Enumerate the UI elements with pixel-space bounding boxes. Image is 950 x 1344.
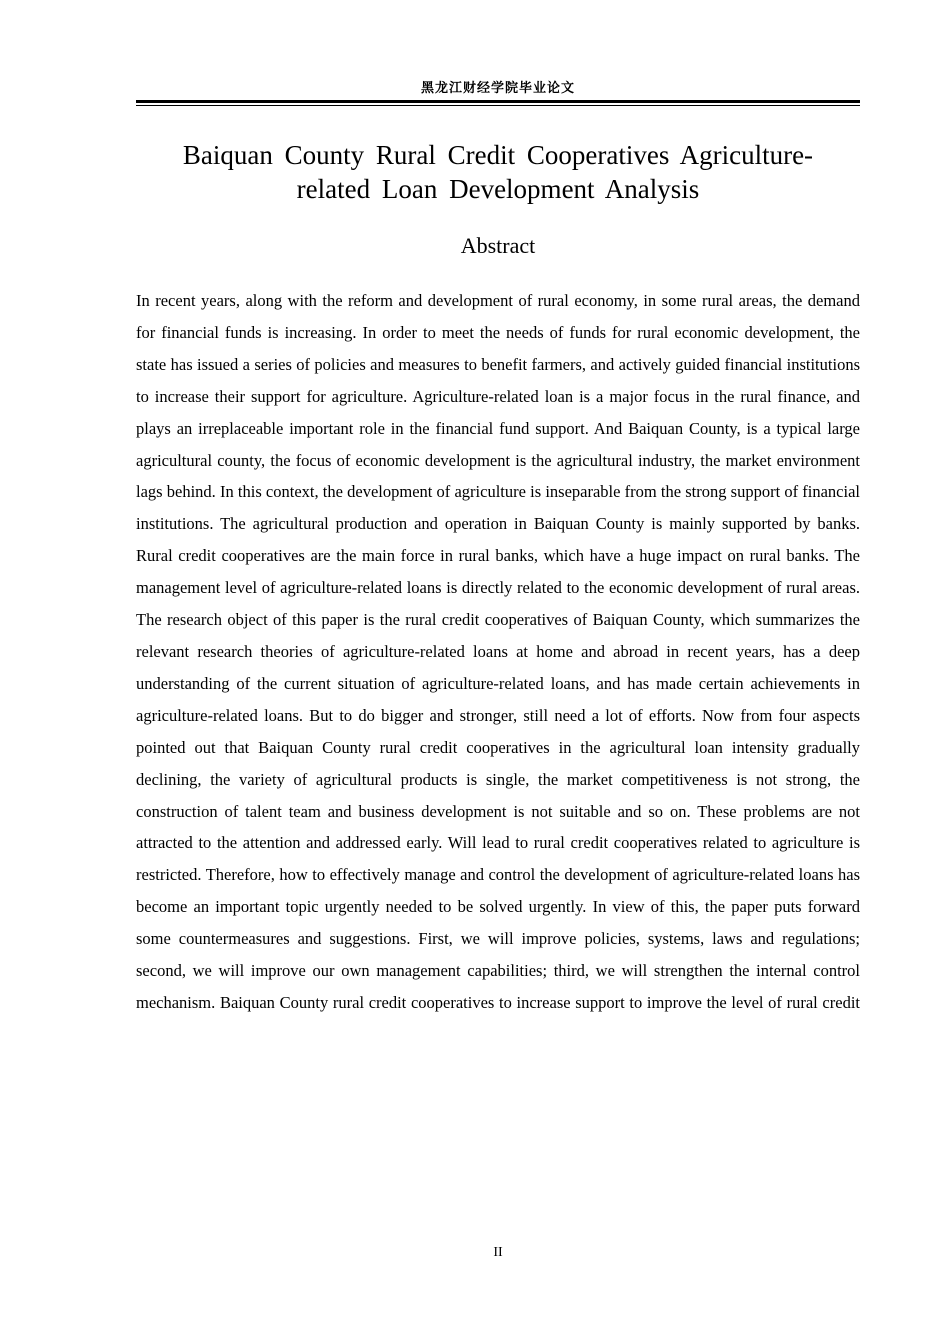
abstract-heading: Abstract bbox=[460, 233, 536, 258]
paper-title bbox=[136, 138, 860, 206]
paper-title-line-2: related Loan Development Analysis bbox=[296, 174, 700, 204]
abstract-body: In recent years, along with the reform and development of rural economy, in some rural areas, the demand for financial funds is increasing. In order to meet the needs of funds for rural economic development, the state has issued a series of policies and measures to benefit farmers, and actively guided financial institutions to increase their support for agriculture. Agriculture-related loan is a major focus in the rural finance, and plays an irreplaceable important role in the financial fund support. And Baiquan County, is a typical large agricultural county, the focus of economic development is the agricultural industry, the market environment lags behind. In this context, the development of agriculture is inseparable from the strong support of financial institutions. The agricultural production and operation in Baiquan County is mainly supported by banks. Rural credit cooperatives are the main force in rural banks, which have a huge impact on rural banks. The management level of agriculture-related loans is directly related to the economic development of rural areas. The research object of this paper is the rural credit cooperatives of Baiquan County, which summarizes the relevant research theories of agriculture-related loans at home and abroad in recent years, has a deep understanding of the current situation of agriculture-related loans, and has made certain achievements in agriculture-related loans. But to do bigger and stronger, still need a lot of efforts. Now from four aspects pointed out that Baiquan County rural credit cooperatives in the agricultural loan intensity gradually declining, the variety of agricultural products is single, the market competitiveness is not strong, the construction of talent team and business development is not suitable and so on. These problems are not attracted to the attention and addressed early. Will lead to rural credit cooperatives related to agriculture is restricted. Therefore, how to effectively manage and control the development of agriculture-related loans has become an important topic urgently needed to be solved urgently. In view of this, the paper puts forward some countermeasures and suggestions. First, we will improve policies, systems, laws and regulations; second, we will improve our own management capabilities; third, we will strengthen the internal control mechanism. Baiquan County rural credit cooperatives to increase support to improve the level of rural credit bbox=[136, 291, 860, 1012]
page-number: II bbox=[493, 1245, 503, 1260]
paper-title-line-1: Baiquan County Rural Credit Cooperatives Agriculture- bbox=[182, 140, 814, 170]
header-rule bbox=[136, 100, 860, 106]
running-header: 黑龙江财经学院毕业论文 bbox=[420, 81, 575, 96]
